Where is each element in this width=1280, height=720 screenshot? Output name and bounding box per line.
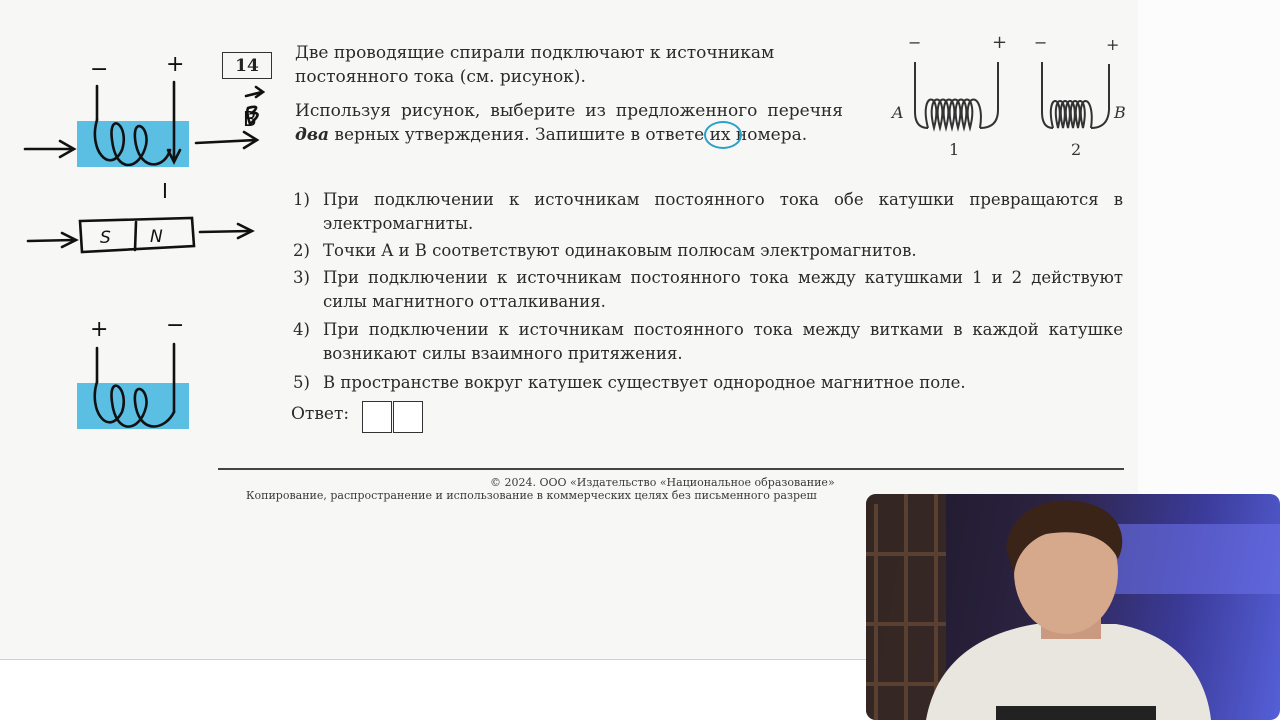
copyright-notice: Копирование, распространение и использование в коммерческих целях без письменного разреш	[246, 489, 817, 502]
option-item	[293, 371, 1125, 395]
webcam-overlay	[866, 494, 1280, 720]
option-text: При подключении к источникам постоянного тока между витками в каждой катушке возникают силы взаимного притяжения.	[323, 320, 1123, 363]
option-text: Точки A и B соответствуют одинаковым полюсам электромагнитов.	[323, 241, 917, 260]
annot-plus-top: +	[166, 52, 185, 77]
circled-word: их	[709, 125, 731, 145]
answer-cell-1[interactable]	[362, 401, 392, 433]
option-item	[293, 318, 1125, 366]
option-number: 2)	[293, 241, 310, 260]
task-instruction	[295, 99, 843, 147]
coil1-minus-sign: −	[908, 33, 922, 52]
task-stem	[295, 41, 843, 89]
coils-figure	[888, 30, 1133, 165]
presenter-video	[866, 494, 1280, 720]
option-item	[293, 239, 1125, 263]
point-a-label: A	[892, 103, 904, 122]
footer-rule	[218, 468, 1124, 470]
answer-label: Ответ:	[291, 404, 350, 424]
point-b-label: B	[1114, 103, 1126, 122]
instruction-part-3: номера.	[735, 125, 808, 145]
copyright-line: © 2024. ООО «Издательство «Национальное образование»	[490, 476, 835, 489]
option-number: 1)	[293, 190, 310, 209]
stem-line-2: постоянного тока (см. рисунок).	[295, 67, 586, 87]
option-number: 4)	[293, 320, 310, 339]
instruction-bold-word: два	[295, 125, 329, 145]
option-item	[293, 266, 1125, 314]
task-number-box: 14	[222, 52, 272, 79]
instruction-part-2: верных утверждения. Запишите в ответе	[334, 125, 705, 145]
annot-minus-top: −	[90, 57, 109, 82]
highlight-bar	[77, 383, 189, 429]
annot-b-vector: B	[243, 107, 257, 131]
annot-magnet-s: S	[100, 228, 111, 248]
instruction-part-1: Используя рисунок, выберите из предложенного перечня	[295, 101, 843, 121]
option-item	[293, 188, 1125, 236]
annot-minus-bottom: −	[166, 313, 185, 338]
annot-plus-bottom: +	[90, 317, 109, 342]
option-number: 3)	[293, 268, 310, 287]
answer-cell-2[interactable]	[393, 401, 423, 433]
coil1-plus-sign: +	[992, 32, 1008, 53]
coil1-number: 1	[949, 140, 960, 159]
option-text: В пространстве вокруг катушек существует однородное магнитное поле.	[323, 373, 966, 392]
coil2-number: 2	[1071, 140, 1082, 159]
coil2-minus-sign: −	[1034, 33, 1048, 52]
option-number: 5)	[293, 373, 310, 392]
option-text: При подключении к источникам постоянного тока между катушками 1 и 2 действуют силы магнитного отталкивания.	[323, 268, 1123, 311]
coil2-plus-sign: +	[1106, 35, 1120, 54]
handwritten-annotations	[0, 0, 280, 460]
annot-current: I	[162, 179, 168, 203]
option-text: При подключении к источникам постоянного тока обе катушки превращаются в электромагниты.	[323, 190, 1123, 233]
annot-magnet-n: N	[150, 227, 163, 247]
stem-line-1: Две проводящие спирали подключают к источникам	[295, 43, 775, 63]
